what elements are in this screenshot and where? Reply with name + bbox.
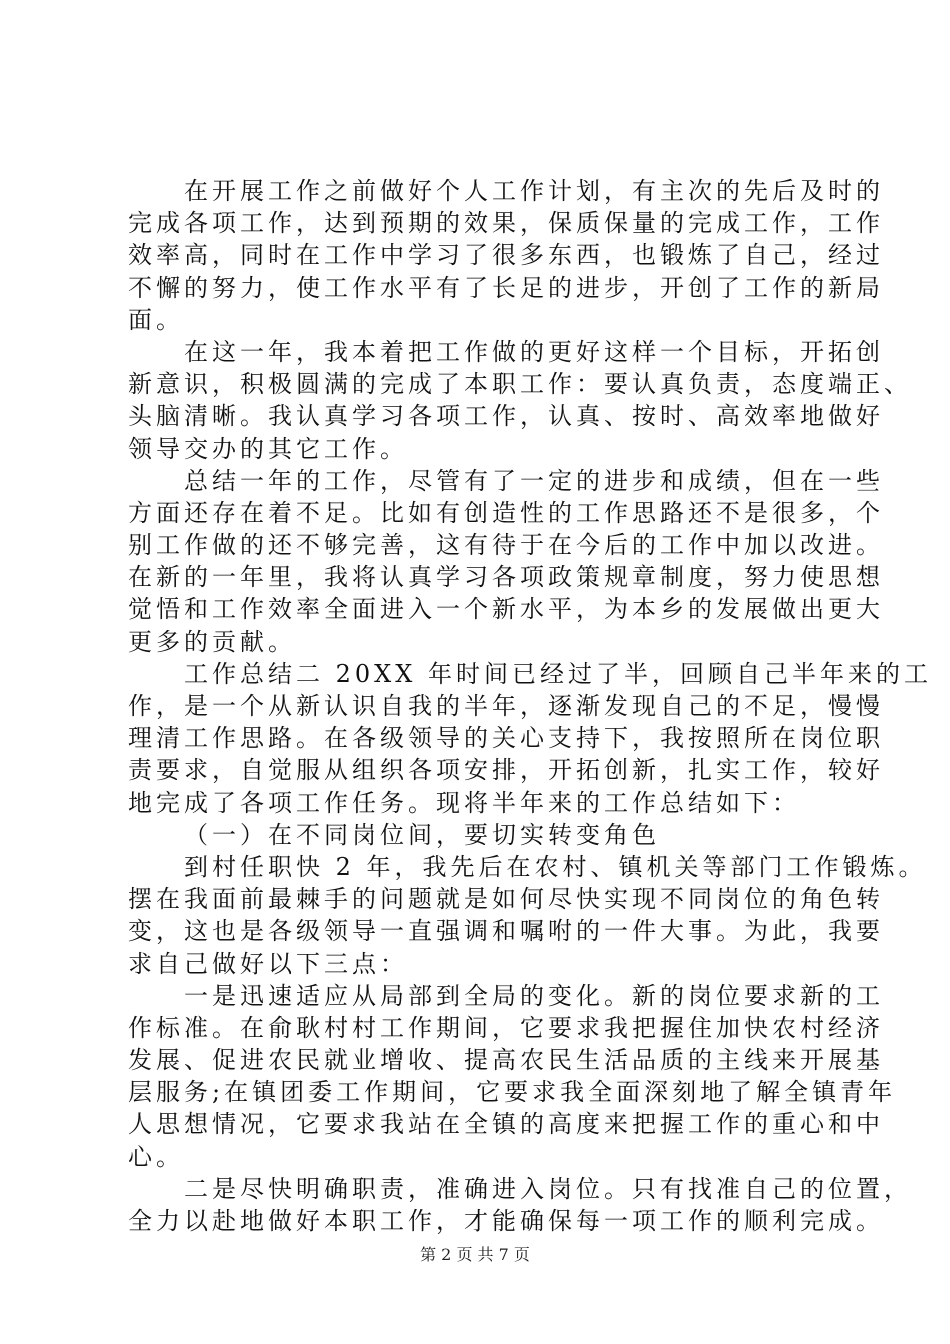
paragraph-line: 求自己做好以下三点： xyxy=(128,949,408,978)
paragraph-line: 理清工作思路。在各级领导的关心支持下，我按照所在岗位职 xyxy=(128,724,884,753)
section-heading: （一）在不同岗位间，要切实转变角色 xyxy=(184,820,660,849)
paragraph-line: 领导交办的其它工作。 xyxy=(128,434,408,463)
paragraph-line: 效率高，同时在工作中学习了很多东西，也锻炼了自己，经过 xyxy=(128,241,884,270)
paragraph-line: 发展、促进农民就业增收、提高农民生活品质的主线来开展基 xyxy=(128,1046,884,1075)
paragraph-line: 在这一年，我本着把工作做的更好这样一个目标，开拓创 xyxy=(184,337,884,366)
paragraph-line: 方面还存在着不足。比如有创造性的工作思路还不是很多，个 xyxy=(128,498,884,527)
paragraph-line: 觉悟和工作效率全面进入一个新水平，为本乡的发展做出更大 xyxy=(128,595,884,624)
paragraph-line: 变，这也是各级领导一直强调和嘱咐的一件大事。为此，我要 xyxy=(128,917,884,946)
page-footer: 第 2 页 共 7 页 xyxy=(420,1245,530,1264)
paragraph-line: 总结一年的工作，尽管有了一定的进步和成绩，但在一些 xyxy=(184,466,884,495)
paragraph-line: 心。 xyxy=(128,1142,184,1171)
paragraph-line: 作，是一个从新认识自我的半年，逐渐发现自己的不足，慢慢 xyxy=(128,692,884,720)
paragraph-line: 别工作做的还不够完善，这有待于在今后的工作中加以改进。 xyxy=(128,531,884,560)
paragraph-line: 新意识，积极圆满的完成了本职工作：要认真负责，态度端正、 xyxy=(128,370,912,399)
paragraph-line: 作标准。在俞耿村村工作期间，它要求我把握住加快农村经济 xyxy=(128,1013,884,1042)
paragraph-line: 二是尽快明确职责，准确进入岗位。只有找准自己的位置， xyxy=(184,1174,912,1203)
paragraph-line: 到村任职快 2 年，我先后在农村、镇机关等部门工作锻炼。 xyxy=(184,852,927,881)
paragraph-line: 面。 xyxy=(128,305,184,334)
paragraph-line: 人思想情况，它要求我站在全镇的高度来把握工作的重心和中 xyxy=(128,1110,884,1139)
paragraph-line: 不懈的努力，使工作水平有了长足的进步，开创了工作的新局 xyxy=(128,273,884,302)
paragraph-line: 完成各项工作，达到预期的效果，保质保量的完成工作，工作 xyxy=(128,209,884,238)
paragraph-line: 摆在我面前最棘手的问题就是如何尽快实现不同岗位的角色转 xyxy=(128,885,884,914)
paragraph-line: 在开展工作之前做好个人工作计划，有主次的先后及时的 xyxy=(184,177,884,205)
paragraph-line: 头脑清晰。我认真学习各项工作，认真、按时、高效率地做好 xyxy=(128,402,884,431)
paragraph-line: 更多的贡献。 xyxy=(128,627,296,656)
paragraph-line: 层服务;在镇团委工作期间，它要求我全面深刻地了解全镇青年 xyxy=(128,1078,897,1107)
paragraph-line: 全力以赴地做好本职工作，才能确保每一项工作的顺利完成。 xyxy=(128,1207,884,1235)
paragraph-line: 责要求，自觉服从组织各项安排，开拓创新，扎实工作，较好 xyxy=(128,756,884,785)
document-body xyxy=(128,175,932,1237)
paragraph-line: 地完成了各项工作任务。现将半年来的工作总结如下： xyxy=(128,788,800,817)
paragraph-line: 工作总结二 20XX 年时间已经过了半，回顾自己半年来的工 xyxy=(184,659,932,688)
paragraph-line: 一是迅速适应从局部到全局的变化。新的岗位要求新的工 xyxy=(184,981,884,1010)
paragraph-line: 在新的一年里，我将认真学习各项政策规章制度，努力使思想 xyxy=(128,563,884,592)
